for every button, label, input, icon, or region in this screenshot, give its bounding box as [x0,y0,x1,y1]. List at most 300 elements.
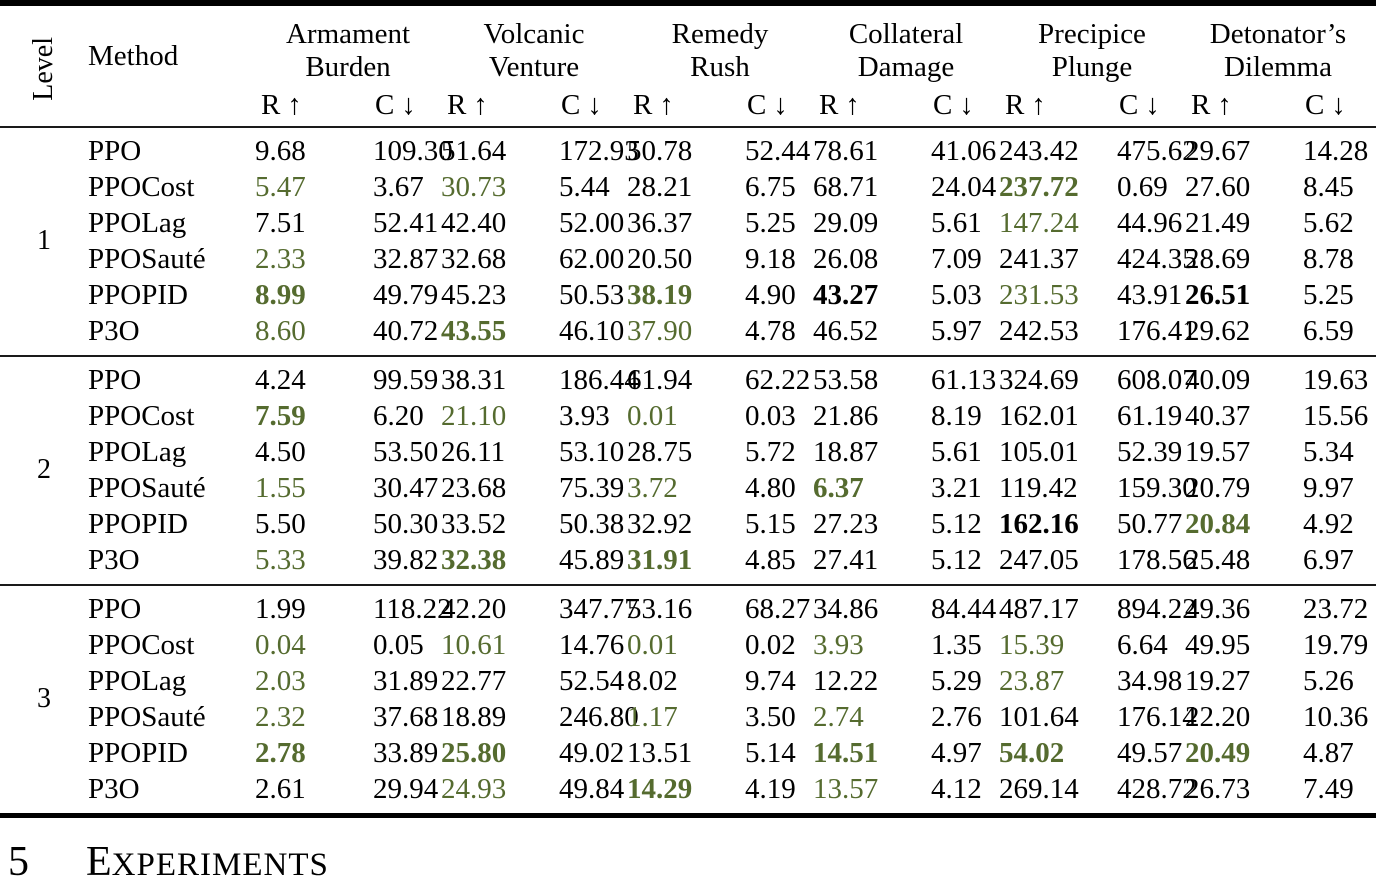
cost-value: 43.91 [1117,278,1183,311]
up-arrow-icon: ↑ [1031,89,1046,121]
cost-value: 172.93 [559,134,639,167]
reward-value: 26.08 [813,242,879,275]
cost-value: 44.96 [1117,206,1183,239]
reward-value: 78.61 [813,134,879,167]
cost-value: 29.94 [373,772,439,805]
level-header-label: Level [28,37,59,101]
method-name: PPOLag [88,206,187,239]
reward-value: 42.20 [441,592,507,625]
reward-value: 14.29 [627,772,693,805]
reward-column-label: R ↑ [819,89,860,121]
method-name: PPOPID [88,736,188,769]
reward-value: 231.53 [999,278,1079,311]
cost-value: 8.78 [1303,242,1354,275]
cost-value: 19.63 [1303,363,1369,396]
cost-value: 246.80 [559,700,639,733]
reward-value: 68.71 [813,170,879,203]
reward-value: 27.60 [1185,170,1251,203]
reward-value: 26.11 [441,435,506,468]
cost-value: 33.89 [373,736,439,769]
method-column-header: Method [88,39,179,72]
cost-value: 52.00 [559,206,625,239]
cost-value: 186.44 [559,363,639,396]
cost-value: 30.47 [373,471,439,504]
table-row [88,241,1376,277]
reward-value: 43.27 [813,278,879,311]
cost-value: 6.20 [373,399,424,432]
reward-value: 2.03 [255,664,306,697]
env-name-line2: Rush [690,51,750,83]
reward-value: 49.36 [1185,592,1251,625]
reward-value: 54.02 [999,736,1065,769]
reward-value: 50.78 [627,134,693,167]
cost-value: 428.72 [1117,772,1197,805]
reward-value: 18.87 [813,435,879,468]
method-name: PPOCost [88,170,195,203]
cost-value: 62.00 [559,242,625,275]
reward-value: 61.94 [627,363,693,396]
table-row [88,771,1376,807]
level-group-3 [0,586,1376,813]
cost-value: 3.50 [745,700,796,733]
method-name: P3O [88,543,140,576]
method-name: PPOSauté [88,700,206,733]
method-name: PPOLag [88,664,187,697]
method-name: PPO [88,592,142,625]
down-arrow-icon: ↓ [959,89,974,121]
reward-value: 3.72 [627,471,678,504]
reward-value: 22.20 [1185,700,1251,733]
reward-value: 18.89 [441,700,507,733]
section-title: EXPERIMENTS [86,839,329,885]
cost-value: 6.97 [1303,543,1354,576]
table-row [88,542,1376,578]
cost-value: 49.79 [373,278,439,311]
cost-value: 3.67 [373,170,424,203]
cost-value: 14.76 [559,628,625,661]
env-name-line2: Burden [305,51,391,83]
reward-value: 27.41 [813,543,879,576]
cost-value: 37.68 [373,700,439,733]
cost-value: 109.30 [373,134,453,167]
cost-value: 118.22 [373,592,452,625]
reward-value: 36.37 [627,206,693,239]
cost-value: 61.13 [931,363,997,396]
cost-value: 53.10 [559,435,625,468]
down-arrow-icon: ↓ [587,89,602,121]
cost-value: 5.12 [931,543,982,576]
cost-value: 84.44 [931,592,997,625]
cost-value: 5.44 [559,170,610,203]
reward-value: 32.38 [441,543,507,576]
cost-value: 40.72 [373,314,439,347]
cost-column-label: C ↓ [1305,89,1346,121]
cost-value: 41.06 [931,134,997,167]
reward-value: 7.51 [255,206,306,239]
reward-value: 32.68 [441,242,507,275]
cost-value: 3.93 [559,399,610,432]
reward-value: 27.23 [813,507,879,540]
cost-value: 8.45 [1303,170,1354,203]
method-name: P3O [88,772,140,805]
reward-value: 26.73 [1185,772,1251,805]
reward-value: 49.95 [1185,628,1251,661]
reward-value: 13.51 [627,736,693,769]
env-name-line1: Precipice [1038,18,1146,50]
table-row [88,627,1376,663]
reward-value: 5.33 [255,543,306,576]
reward-value: 46.52 [813,314,879,347]
cost-value: 5.25 [1303,278,1354,311]
cost-value: 45.89 [559,543,625,576]
cost-column-label: C ↓ [933,89,974,121]
method-name: PPOPID [88,278,188,311]
up-arrow-icon: ↑ [845,89,860,121]
cost-value: 4.19 [745,772,796,805]
cost-value: 5.15 [745,507,796,540]
reward-value: 1.55 [255,471,306,504]
reward-value: 269.14 [999,772,1079,805]
cost-value: 68.27 [745,592,811,625]
env-name-line1: Remedy [671,18,769,50]
cost-value: 0.03 [745,399,796,432]
reward-value: 23.68 [441,471,507,504]
cost-value: 15.56 [1303,399,1369,432]
cost-value: 32.87 [373,242,439,275]
reward-column-label: R ↑ [261,89,302,121]
reward-value: 20.79 [1185,471,1251,504]
reward-value: 2.78 [255,736,306,769]
cost-value: 608.07 [1117,363,1197,396]
reward-value: 20.50 [627,242,693,275]
env-name-line2: Venture [488,51,580,83]
reward-value: 34.86 [813,592,879,625]
reward-value: 30.73 [441,170,507,203]
reward-value: 324.69 [999,363,1079,396]
reward-value: 31.91 [627,543,693,576]
section-heading [8,838,329,886]
cost-value: 178.56 [1117,543,1197,576]
cost-value: 6.64 [1117,628,1168,661]
reward-value: 53.58 [813,363,879,396]
table-row [88,362,1376,398]
cost-value: 8.19 [931,399,982,432]
table-row [88,205,1376,241]
reward-value: 25.48 [1185,543,1251,576]
reward-value: 23.87 [999,664,1065,697]
reward-value: 15.39 [999,628,1065,661]
cost-column-label: C ↓ [375,89,416,121]
reward-value: 101.64 [999,700,1079,733]
reward-value: 3.93 [813,628,864,661]
reward-value: 24.93 [441,772,507,805]
cost-value: 176.41 [1117,314,1197,347]
cost-value: 49.84 [559,772,625,805]
level-value: 1 [37,225,51,256]
table-row [88,699,1376,735]
reward-value: 1.17 [627,700,678,733]
reward-value: 8.02 [627,664,678,697]
table-row [88,434,1376,470]
cost-value: 4.78 [745,314,796,347]
reward-value: 21.86 [813,399,879,432]
reward-value: 147.24 [999,206,1079,239]
section-number: 5 [8,839,30,885]
reward-value: 43.55 [441,314,507,347]
reward-value: 6.37 [813,471,864,504]
cost-value: 159.30 [1117,471,1197,504]
down-arrow-icon: ↓ [1145,89,1160,121]
reward-value: 487.17 [999,592,1079,625]
method-name: PPO [88,134,142,167]
env-header-2 [627,12,813,84]
cost-value: 9.97 [1303,471,1354,504]
cost-value: 62.22 [745,363,811,396]
method-name: PPOSauté [88,242,206,275]
table-row [88,591,1376,627]
group-rows [88,591,1376,807]
cost-value: 52.41 [373,206,439,239]
cost-value: 5.29 [931,664,982,697]
cost-value: 10.36 [1303,700,1369,733]
table-row [88,398,1376,434]
reward-value: 5.50 [255,507,306,540]
method-name: PPOSauté [88,471,206,504]
level-value: 3 [37,683,51,714]
reward-value: 38.31 [441,363,507,396]
cost-value: 176.14 [1117,700,1197,733]
group-rows [88,133,1376,349]
down-arrow-icon: ↓ [401,89,416,121]
cost-value: 6.75 [745,170,796,203]
up-arrow-icon: ↑ [1217,89,1232,121]
cost-value: 0.02 [745,628,796,661]
cost-value: 19.79 [1303,628,1369,661]
cost-value: 4.85 [745,543,796,576]
method-name: PPOCost [88,628,195,661]
reward-value: 53.16 [627,592,693,625]
down-arrow-icon: ↓ [773,89,788,121]
cost-value: 50.38 [559,507,625,540]
reward-value: 0.04 [255,628,306,661]
reward-value: 25.80 [441,736,507,769]
reward-value: 29.67 [1185,134,1251,167]
level-group-1 [0,128,1376,355]
cost-value: 49.02 [559,736,625,769]
table-row [88,169,1376,205]
table-row [88,313,1376,349]
cost-value: 5.61 [931,435,982,468]
cost-value: 50.53 [559,278,625,311]
reward-value: 7.59 [255,399,306,432]
up-arrow-icon: ↑ [287,89,302,121]
env-name-line2: Damage [857,51,955,83]
reward-value: 4.24 [255,363,306,396]
cost-value: 99.59 [373,363,439,396]
reward-value: 237.72 [999,170,1079,203]
env-header-5 [1185,12,1371,84]
cost-value: 34.98 [1117,664,1183,697]
cost-value: 5.14 [745,736,796,769]
reward-value: 28.69 [1185,242,1251,275]
cost-value: 52.39 [1117,435,1183,468]
reward-value: 19.57 [1185,435,1251,468]
cost-value: 475.62 [1117,134,1197,167]
reward-value: 22.77 [441,664,507,697]
reward-value: 20.49 [1185,736,1251,769]
reward-value: 162.16 [999,507,1079,540]
cost-value: 4.87 [1303,736,1354,769]
reward-column-label: R ↑ [1005,89,1046,121]
table-row [88,663,1376,699]
reward-value: 21.10 [441,399,507,432]
reward-value: 5.47 [255,170,306,203]
cost-value: 39.82 [373,543,439,576]
env-header-4 [999,12,1185,84]
cost-value: 5.62 [1303,206,1354,239]
env-name-line1: Detonator’s [1209,18,1347,50]
env-header-3 [813,12,999,84]
level-value: 2 [37,454,51,485]
reward-value: 12.22 [813,664,879,697]
cost-value: 9.74 [745,664,796,697]
reward-column-label: R ↑ [633,89,674,121]
method-name: P3O [88,314,140,347]
cost-value: 0.05 [373,628,424,661]
cost-value: 5.25 [745,206,796,239]
reward-value: 1.99 [255,592,306,625]
table-row [88,506,1376,542]
cost-value: 894.22 [1117,592,1197,625]
reward-value: 45.23 [441,278,507,311]
reward-value: 32.92 [627,507,693,540]
env-name-line1: Armament [285,18,410,50]
reward-value: 8.99 [255,278,306,311]
cost-value: 7.49 [1303,772,1354,805]
reward-value: 2.74 [813,700,864,733]
table-row [88,470,1376,506]
reward-value: 29.62 [1185,314,1251,347]
reward-value: 9.68 [255,134,306,167]
cost-value: 61.19 [1117,399,1183,432]
reward-value: 2.61 [255,772,306,805]
reward-value: 242.53 [999,314,1079,347]
cost-value: 23.72 [1303,592,1369,625]
reward-value: 21.49 [1185,206,1251,239]
cost-value: 3.21 [931,471,982,504]
cost-value: 7.09 [931,242,982,275]
method-name: PPOLag [88,435,187,468]
cost-value: 5.03 [931,278,982,311]
cost-value: 5.12 [931,507,982,540]
env-name-line2: Dilemma [1224,51,1332,83]
reward-value: 162.01 [999,399,1079,432]
cost-value: 0.69 [1117,170,1168,203]
reward-value: 2.32 [255,700,306,733]
reward-column-label: R ↑ [1191,89,1232,121]
cost-value: 5.97 [931,314,982,347]
env-name-line1: Volcanic [483,18,585,50]
cost-value: 75.39 [559,471,625,504]
cost-value: 4.12 [931,772,982,805]
table-row [88,277,1376,313]
cost-value: 4.92 [1303,507,1354,540]
method-name: PPOCost [88,399,195,432]
cost-value: 49.57 [1117,736,1183,769]
reward-value: 4.50 [255,435,306,468]
reward-value: 29.09 [813,206,879,239]
cost-value: 6.59 [1303,314,1354,347]
up-arrow-icon: ↑ [473,89,488,121]
reward-value: 19.27 [1185,664,1251,697]
reward-value: 33.52 [441,507,507,540]
reward-value: 247.05 [999,543,1079,576]
cost-value: 31.89 [373,664,439,697]
cost-value: 4.90 [745,278,796,311]
reward-value: 119.42 [999,471,1078,504]
cost-value: 4.97 [931,736,982,769]
env-name-line2: Plunge [1051,51,1133,83]
table-row [88,133,1376,169]
table-bottom-rule [0,813,1376,818]
reward-value: 40.37 [1185,399,1251,432]
cost-value: 5.61 [931,206,982,239]
level-group-2 [0,357,1376,584]
cost-value: 52.54 [559,664,625,697]
cost-value: 50.77 [1117,507,1183,540]
reward-value: 105.01 [999,435,1079,468]
env-name-line1: Collateral [848,18,964,50]
reward-value: 241.37 [999,242,1079,275]
reward-value: 51.64 [441,134,507,167]
down-arrow-icon: ↓ [1331,89,1346,121]
cost-value: 2.76 [931,700,982,733]
cost-value: 9.18 [745,242,796,275]
reward-column-label: R ↑ [447,89,488,121]
method-name: PPO [88,363,142,396]
reward-value: 2.33 [255,242,306,275]
env-header-0 [255,12,441,84]
reward-value: 14.51 [813,736,879,769]
cost-value: 5.34 [1303,435,1354,468]
cost-value: 24.04 [931,170,997,203]
reward-value: 40.09 [1185,363,1251,396]
reward-value: 37.90 [627,314,693,347]
table-body [0,128,1376,813]
reward-value: 243.42 [999,134,1079,167]
reward-value: 0.01 [627,399,678,432]
group-rows [88,362,1376,578]
reward-value: 10.61 [441,628,507,661]
cost-value: 5.72 [745,435,796,468]
cost-value: 14.28 [1303,134,1369,167]
cost-column-label: C ↓ [747,89,788,121]
up-arrow-icon: ↑ [659,89,674,121]
reward-value: 28.75 [627,435,693,468]
cost-value: 424.35 [1117,242,1197,275]
reward-value: 8.60 [255,314,306,347]
level-column-header [0,12,88,126]
reward-value: 0.01 [627,628,678,661]
table-row [88,735,1376,771]
cost-value: 50.30 [373,507,439,540]
reward-value: 28.21 [627,170,693,203]
reward-value: 38.19 [627,278,693,311]
reward-value: 42.40 [441,206,507,239]
cost-value: 53.50 [373,435,439,468]
env-header-1 [441,12,627,84]
reward-value: 26.51 [1185,278,1251,311]
